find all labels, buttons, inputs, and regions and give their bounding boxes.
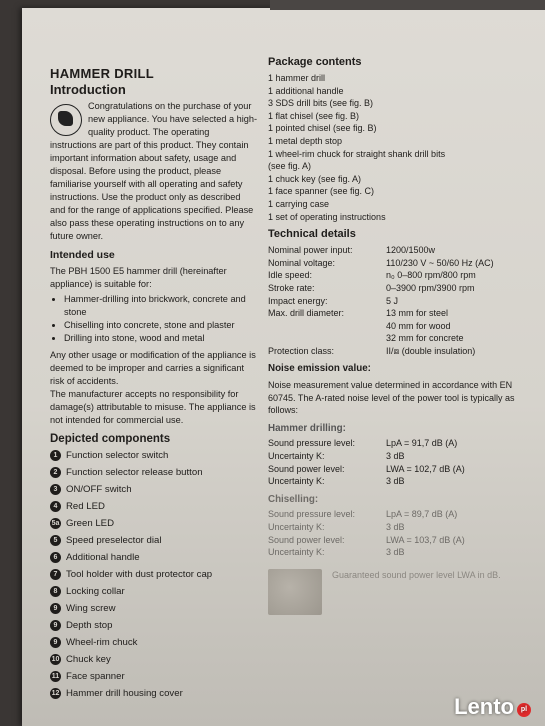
component-label: Locking collar	[66, 586, 125, 597]
spec-value: LpA = 91,7 dB (A)	[386, 438, 458, 449]
spec-label	[268, 332, 386, 345]
chiselling-values	[268, 508, 530, 558]
technical-details-heading: Technical details	[268, 228, 356, 241]
spec-label: Impact energy:	[268, 295, 328, 306]
component-label: Wheel-rim chuck	[66, 637, 138, 648]
intended-use-heading: Intended use	[50, 249, 115, 261]
noise-row	[268, 508, 530, 521]
component-item	[50, 466, 258, 479]
package-item: 1 face spanner (see fig. C)	[268, 186, 375, 197]
use-item: • Drilling into stone, wood and metal	[64, 332, 258, 345]
component-label: Hammer drill housing cover	[66, 688, 183, 699]
guaranteed-text: Guaranteed sound power level LWA in dB.	[332, 569, 501, 580]
component-number-badge: 12	[51, 690, 60, 697]
package-item: 1 carrying case	[268, 198, 330, 209]
package-item: 1 wheel-rim chuck for straight shank drill bits	[268, 148, 446, 159]
package-contents-heading: Package contents	[268, 56, 362, 68]
component-label: Depth stop	[66, 620, 113, 631]
spec-value: 3 dB	[386, 522, 405, 532]
spec-row	[268, 320, 530, 333]
spec-row	[268, 257, 530, 270]
components-heading: Depicted components	[50, 433, 171, 445]
component-item	[50, 534, 258, 547]
spec-row	[268, 282, 530, 295]
component-number-badge: 2	[50, 467, 61, 478]
noise-row	[268, 534, 530, 547]
spec-row	[268, 244, 530, 257]
component-label: Chuck key	[66, 654, 111, 665]
spec-value: 32 mm for concrete	[386, 333, 464, 344]
left-column	[50, 66, 258, 704]
component-label: Face spanner	[66, 671, 125, 682]
component-number-badge: 8	[50, 586, 61, 597]
component-item	[50, 449, 258, 462]
spec-label: Protection class:	[268, 345, 335, 356]
spec-value: 5 J	[386, 295, 399, 306]
noise-row	[268, 475, 530, 488]
spec-label: Nominal power input:	[268, 245, 353, 256]
guaranteed-section	[268, 569, 530, 615]
component-item	[50, 585, 258, 598]
spec-value: n₀ 0–800 rpm/800 rpm	[386, 270, 476, 281]
spec-row	[268, 345, 530, 358]
component-number-badge: 9	[50, 620, 61, 631]
spec-value: LWA = 102,7 dB (A)	[386, 463, 465, 474]
component-label: Red LED	[66, 501, 105, 512]
component-label: Tool holder with dust protector cap	[66, 569, 213, 580]
package-item: (see fig. A)	[268, 161, 312, 172]
hammer-drilling-heading: Hammer drilling:	[268, 422, 346, 434]
package-item: 1 metal depth stop	[268, 135, 343, 146]
component-item	[50, 636, 258, 649]
component-item	[50, 687, 258, 700]
use-item: • Hammer-drilling into brickwork, concrete and stone	[64, 293, 258, 319]
spec-value: II/⧈ (double insulation)	[386, 345, 476, 356]
spec-label: Uncertainty K:	[268, 522, 325, 532]
spec-value: 3 dB	[386, 547, 405, 558]
stamp-image	[268, 569, 322, 615]
component-item	[50, 619, 258, 632]
component-number-badge: 11	[51, 673, 60, 680]
noise-row	[268, 437, 530, 450]
component-label: ON/OFF switch	[66, 484, 132, 495]
package-item: 1 chuck key (see fig. A)	[268, 173, 362, 184]
spec-label: Sound power level:	[268, 463, 345, 474]
technical-specs	[268, 244, 530, 357]
package-item: 1 pointed chisel (see fig. B)	[268, 123, 377, 134]
component-item	[50, 517, 258, 530]
noise-row	[268, 450, 530, 463]
improper-use-text: Any other usage or modification of the appliance is deemed to be improper and carries a significant risk of accidents.	[50, 350, 256, 386]
component-label: Additional handle	[66, 552, 140, 563]
spec-value: 3 dB	[386, 476, 405, 487]
component-number-badge: 9	[50, 603, 61, 614]
spec-label: Uncertainty K:	[268, 476, 325, 487]
component-item	[50, 670, 258, 683]
component-number-badge: 6	[50, 552, 61, 563]
uses-list	[50, 293, 258, 345]
spec-value: 40 mm for wood	[386, 320, 451, 331]
component-number-badge: 4	[50, 501, 61, 512]
use-item: • Chiselling into concrete, stone and plaster	[64, 319, 258, 332]
package-item: 1 hammer drill	[268, 73, 326, 83]
spec-value: 13 mm for steel	[386, 308, 449, 319]
noise-row	[268, 521, 530, 534]
component-number-badge: 10	[51, 656, 60, 663]
component-item	[50, 500, 258, 513]
spec-label: Nominal voltage:	[268, 257, 336, 268]
component-number-badge: 5	[50, 535, 61, 546]
package-item: 1 additional handle	[268, 85, 344, 96]
watermark-badge: pl	[517, 703, 531, 717]
noise-row	[268, 463, 530, 476]
right-column	[268, 54, 530, 615]
spec-row	[268, 295, 530, 308]
watermark-text: Lento	[454, 694, 514, 719]
component-label: Function selector release button	[66, 467, 203, 478]
spec-value: 3 dB	[386, 451, 405, 462]
instruction-manual-icon	[50, 104, 82, 136]
package-item: 1 flat chisel (see fig. B)	[268, 110, 360, 121]
package-item: 1 set of operating instructions	[268, 211, 386, 222]
noise-emission-heading: Noise emission value:	[268, 363, 371, 375]
spec-label: Max. drill diameter:	[268, 308, 345, 319]
liability-text: The manufacturer accepts no responsibility for damage(s) attributable to misuse. The appliance is not intended for commercial use.	[50, 389, 256, 425]
components-list	[50, 449, 258, 700]
component-number-badge: 7	[50, 569, 61, 580]
component-item	[50, 653, 258, 666]
package-item: 3 SDS drill bits (see fig. B)	[268, 98, 374, 109]
component-number-badge: 3	[50, 484, 61, 495]
component-item	[50, 483, 258, 496]
introduction-text: Congratulations on the purchase of your new appliance. You have selected a high-quality product. The operating instructions are part of this product. They contain important information about safety, usage and disposal. Before using the product, please familiarise yourself with all operating and safety instructions. Use the product only as described and for the range of applications specified. Please also pass these operating instructions on to any future owner.	[50, 101, 258, 241]
component-number-badge: 5a	[51, 520, 60, 527]
spec-value: 1200/1500w	[386, 245, 436, 256]
spec-label: Uncertainty K:	[268, 451, 325, 462]
component-item	[50, 568, 258, 581]
spec-label: Idle speed:	[268, 270, 313, 281]
component-label: Function selector switch	[66, 450, 169, 461]
component-item	[50, 602, 258, 615]
spec-row	[268, 269, 530, 282]
component-label: Speed preselector dial	[66, 535, 162, 546]
spec-value: 0–3900 rpm/3900 rpm	[386, 282, 475, 293]
spec-value: LpA = 89,7 dB (A)	[386, 509, 458, 520]
noise-row	[268, 546, 530, 559]
spec-row	[268, 307, 530, 320]
hammer-drilling-values	[268, 437, 530, 487]
component-number-badge: 9	[50, 637, 61, 648]
chiselling-heading: Chiselling:	[268, 493, 319, 505]
introduction-section	[50, 100, 258, 243]
introduction-heading: Introduction	[50, 82, 126, 97]
intended-use-text: The PBH 1500 E5 hammer drill (hereinafter appliance) is suitable for:	[50, 266, 227, 289]
spec-value: LWA = 103,7 dB (A)	[386, 534, 465, 545]
spec-label: Sound pressure level:	[268, 438, 356, 449]
noise-text: Noise measurement value determined in accordance with EN 60745. The A-rated noise level of the power tool is typically as follows:	[268, 380, 515, 416]
spec-label	[268, 320, 386, 333]
spec-label: Sound pressure level:	[268, 509, 356, 520]
component-number-badge: 1	[50, 450, 61, 461]
lento-watermark	[454, 694, 531, 720]
page-edge-shadow	[270, 0, 545, 10]
document-title: HAMMER DRILL	[50, 66, 154, 81]
spec-row	[268, 332, 530, 345]
spec-label: Sound power level:	[268, 534, 345, 545]
spec-value: 110/230 V ~ 50/60 Hz (AC)	[386, 257, 494, 268]
spec-label: Stroke rate:	[268, 282, 315, 293]
spec-label: Uncertainty K:	[268, 547, 325, 558]
component-label: Green LED	[66, 518, 114, 529]
component-item	[50, 551, 258, 564]
component-label: Wing screw	[66, 603, 116, 614]
package-contents-list	[268, 72, 530, 223]
